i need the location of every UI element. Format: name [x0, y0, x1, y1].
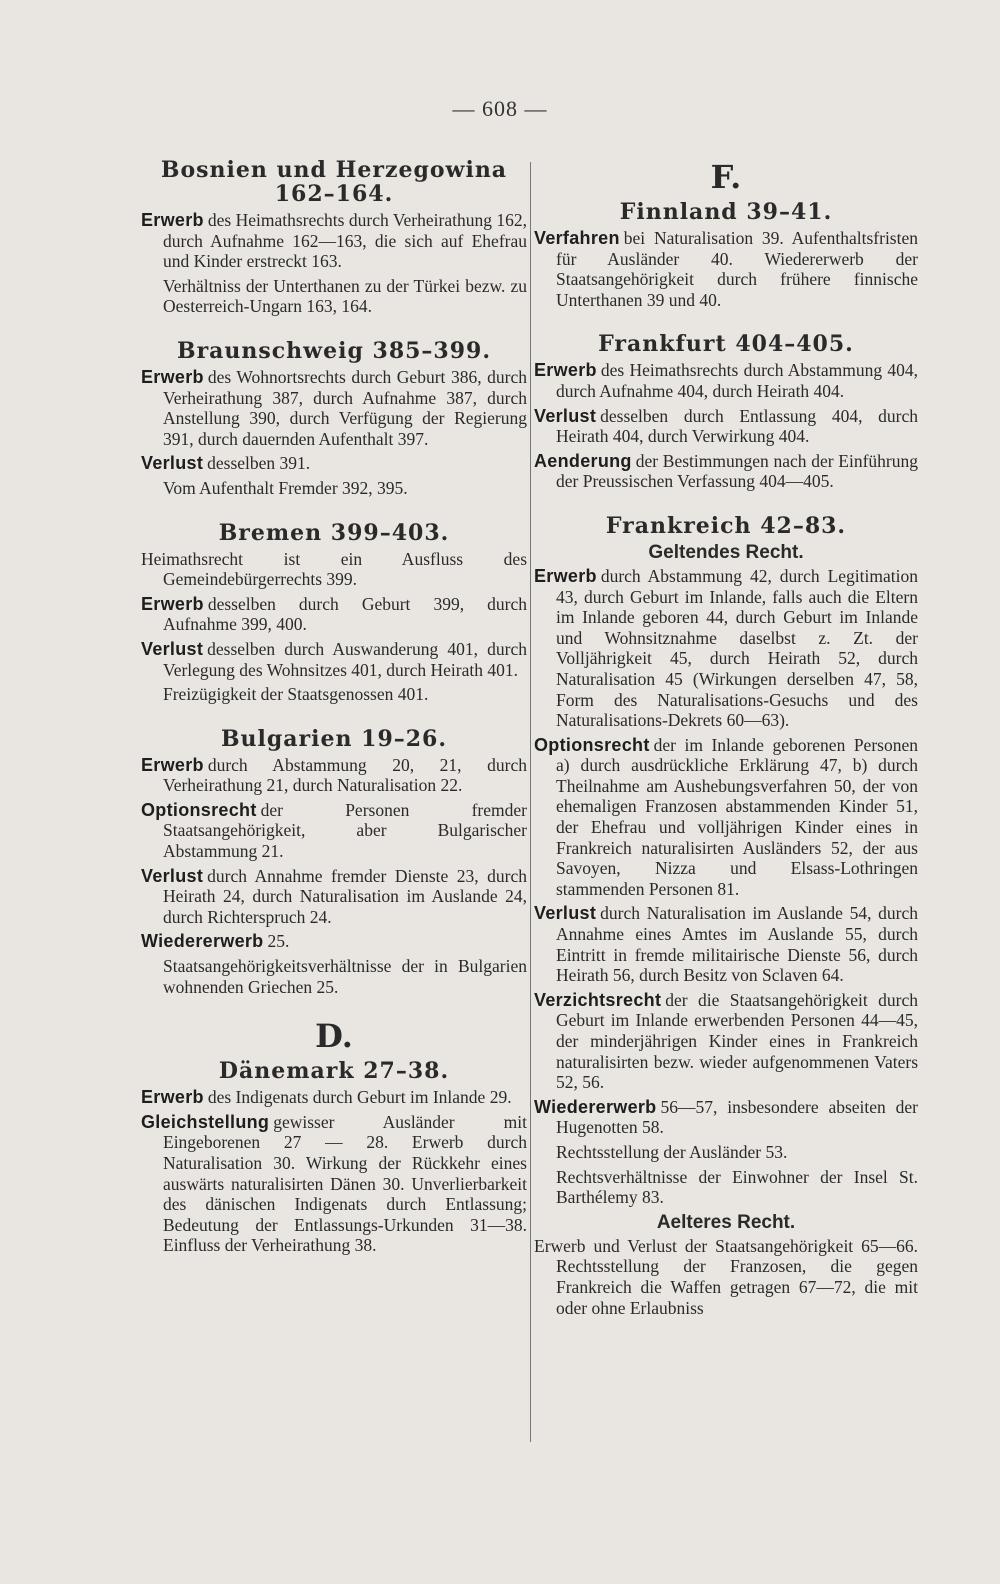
entry-keyword: Verlust — [141, 638, 204, 659]
column-divider — [530, 162, 531, 1442]
index-entry — [141, 800, 527, 862]
section-heading: Finnland 39–41. — [619, 199, 833, 225]
index-entry — [534, 735, 918, 900]
index-entry: Freizügigkeit der Staatsgenossen 401. — [163, 684, 429, 705]
index-entry — [141, 931, 527, 952]
section-finnland — [534, 200, 918, 310]
index-entry — [141, 367, 527, 449]
index-entry — [141, 1087, 527, 1108]
section-heading: Frankreich 42–83. — [605, 512, 847, 539]
section-bremen — [141, 521, 527, 705]
entry-text: des Indigenats durch Geburt im Inlande 29. — [207, 1087, 512, 1108]
entry-text: durch Abstammung 42, durch Legitimation 43, durch Geburt im Inlande, falls auch die Eltern im Inlande geboren 44, durch Geburt im Inlande und Wohnsitznahme daselbst z. Zt. der Volljährigkeit 45, durch Heirath 52, durch Naturalisation 45 (Wirkungen derselben 47, 58, Form des Naturalisations-Gesuchs und des Naturalisations-Dekrets 60—63). — [556, 565, 918, 731]
entry-text: der Bestimmungen nach der Einführung der Preussischen Verfassung 404—405. — [556, 450, 918, 492]
section-frankreich — [534, 514, 918, 1318]
section-heading: Bremen 399–403. — [218, 519, 450, 546]
entry-keyword: Optionsrecht — [141, 799, 257, 820]
subheading-current-law: Geltendes Recht. — [648, 541, 804, 563]
index-entry: Staatsangehörigkeitsverhältnisse der in Bulgarien wohnenden Griechen 25. — [163, 956, 527, 997]
right-column — [534, 158, 918, 1340]
letter-heading: D. — [315, 1017, 353, 1056]
entry-keyword: Erwerb — [534, 565, 597, 586]
entry-keyword: Optionsrecht — [534, 734, 650, 755]
section-heading: Bosnien und Herzegowina 162–164. — [160, 157, 508, 207]
index-entry — [141, 594, 527, 635]
index-entry — [141, 1112, 527, 1256]
entry-keyword: Verlust — [534, 903, 597, 924]
index-entry — [534, 406, 918, 447]
index-entry — [141, 755, 527, 796]
index-entry — [141, 639, 527, 680]
entry-keyword: Verfahren — [534, 228, 620, 248]
index-entry — [534, 451, 918, 492]
index-entry: Verhältniss der Unterthanen zu der Türkei bezw. zu Oesterreich-Ungarn 163, 164. — [163, 275, 527, 317]
entry-keyword: Erwerb — [141, 210, 204, 230]
index-entry — [141, 866, 527, 928]
entry-keyword: Verlust — [141, 865, 204, 886]
index-entry — [534, 566, 918, 731]
index-entry: Heimathsrecht ist ein Ausfluss des Gemeindebürgerrechts 399. — [141, 548, 527, 590]
index-entry — [141, 210, 527, 272]
section-bosnien — [141, 158, 527, 317]
entry-keyword: Wiedererwerb — [534, 1096, 657, 1117]
entry-keyword: Erwerb — [534, 360, 597, 381]
index-entry: Erwerb und Verlust der Staatsangehörigkeit 65—66. Rechtsstellung der Franzosen, die gegen Frankreich die Waffen getragen 67—72, die mit oder ohne Erlaubniss — [534, 1235, 918, 1318]
entry-keyword: Verlust — [141, 453, 204, 474]
entry-keyword: Erwerb — [141, 366, 204, 387]
entry-text: der Personen fremder Staatsangehörigkeit, aber Bulgarischer Abstammung 21. — [163, 799, 527, 862]
index-entry: Rechtsverhältnisse der Einwohner der Insel St. Barthélemy 83. — [556, 1166, 918, 1208]
section-bulgarien — [141, 727, 527, 998]
entry-text: gewisser Ausländer mit Eingeborenen 27 — 28. Erwerb durch Naturalisation 30. Wirkung der Rückkehr eines auswärts naturalisirten Dänen 30. Unverlierbarkeit des dänischen Indigenats durch Entlassung; Bedeutung der Entlassungs-Urkunden 31—38. Einfluss der Verheirathung 38. — [163, 1111, 527, 1256]
section-heading: Frankfurt 404–405. — [598, 331, 854, 358]
entry-keyword: Erwerb — [141, 1087, 204, 1108]
entry-text: bei Naturalisation 39. Aufenthaltsfristen für Ausländer 40. Wiedererwerb der Staatsangehörigkeit durch frühere finnische Unterthanen 39 und 40. — [556, 228, 918, 310]
index-entry — [534, 903, 918, 985]
entry-keyword: Wiedererwerb — [141, 931, 264, 952]
entry-keyword: Aenderung — [534, 450, 632, 471]
section-daenemark — [141, 1059, 527, 1256]
entry-keyword: Verzichtsrecht — [534, 989, 662, 1010]
entry-text: desselben durch Auswanderung 401, durch Verlegung des Wohnsitzes 401, durch Heirath 401. — [163, 638, 527, 680]
entry-text: durch Naturalisation im Auslande 54, durch Annahme eines Amtes im Auslande 55, durch Eintritt in fremde militairische Dienste 56, durch Heirath 56, durch Besitz von Sclaven 64. — [556, 903, 918, 986]
entry-text: der die Staatsangehörigkeit durch Geburt im Inlande erwerbenden Personen 44—45, der minderjährigen Kinder eines in Frankreich naturalisirten bezw. wieder aufgenommenen Vaters 52, 56. — [556, 989, 918, 1093]
section-braunschweig — [141, 339, 527, 499]
index-entry: Rechtsstellung der Ausländer 53. — [556, 1141, 788, 1162]
entry-text: 56—57, insbesondere abseiten der Hugenotten 58. — [556, 1096, 918, 1138]
index-entry — [534, 1097, 918, 1138]
entry-keyword: Gleichstellung — [141, 1111, 270, 1132]
index-entry — [534, 228, 918, 310]
index-entry — [534, 360, 918, 401]
entry-text: des Heimathsrechts durch Abstammung 404, durch Aufnahme 404, durch Heirath 404. — [556, 360, 918, 401]
entry-text: durch Annahme fremder Dienste 23, durch Heirath 24, durch Naturalisation im Auslande 24, durch Richterspruch 24. — [163, 865, 527, 927]
section-frankfurt — [534, 332, 918, 492]
section-heading: Bulgarien 19–26. — [220, 725, 448, 752]
entry-text: desselben 391. — [207, 453, 311, 474]
index-entry — [141, 453, 527, 474]
subheading-older-law: Aelteres Recht. — [656, 1211, 796, 1233]
entry-keyword: Erwerb — [141, 754, 204, 775]
section-heading: Dänemark 27–38. — [218, 1058, 450, 1085]
letter-heading: F. — [710, 158, 742, 196]
entry-keyword: Verlust — [534, 405, 597, 426]
entry-keyword: Erwerb — [141, 593, 204, 614]
entry-text: 25. — [267, 931, 290, 952]
entry-text: der im Inlande geborenen Personen a) durch ausdrückliche Erklärung 47, b) durch Theilnahme am Aushebungsverfahren 50, der von ehemaligen Franzosen abstammenden Kinder 51, der Ehefrau und volljährigen Kinder eines in Frankreich naturalisirten Ausländers 52, der aus Savoyen, Nizza und Elsass-Lothringen stammenden Personen 81. — [556, 734, 918, 899]
entry-text: des Wohnortsrechts durch Geburt 386, durch Verheirathung 387, durch Aufnahme 387, durch Anstellung 390, durch Verfügung der Regierung 391, durch dauernden Aufenthalt 397. — [163, 366, 527, 449]
page-number: — 608 — — [452, 96, 548, 121]
index-entry: Vom Aufenthalt Fremder 392, 395. — [163, 477, 408, 498]
entry-text: desselben durch Geburt 399, durch Aufnahme 399, 400. — [163, 593, 527, 635]
index-entry — [534, 990, 918, 1093]
left-column — [141, 158, 527, 1278]
section-heading: Braunschweig 385–399. — [176, 337, 492, 364]
entry-text: durch Abstammung 20, 21, durch Verheirathung 21, durch Naturalisation 22. — [163, 754, 527, 796]
entry-text: des Heimathsrechts durch Verheirathung 162, durch Aufnahme 162—163, die sich auf Ehefrau und Kinder erstreckt 163. — [163, 210, 527, 272]
entry-text: desselben durch Entlassung 404, durch Heirath 404, durch Verwirkung 404. — [556, 405, 918, 447]
